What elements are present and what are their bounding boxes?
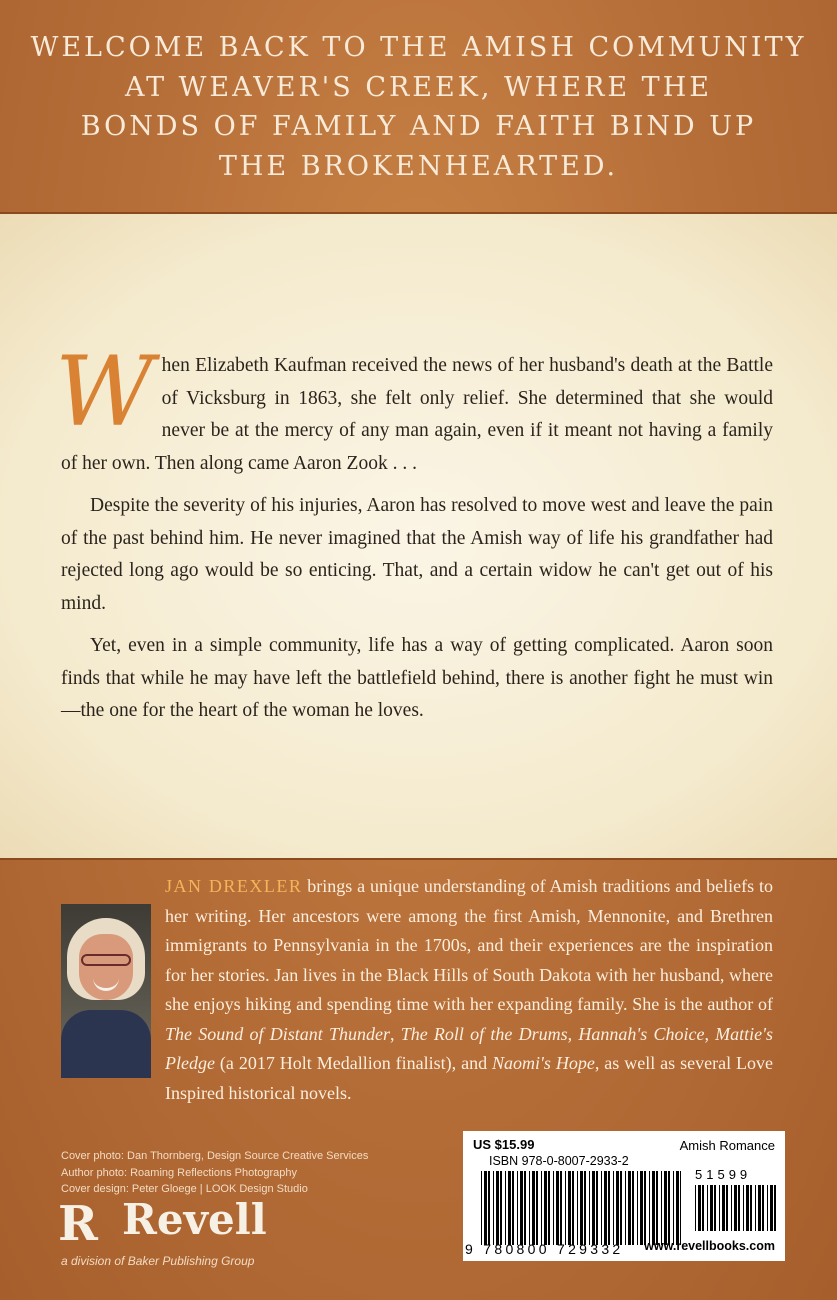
barcode-digits: 9 780800 729332 <box>465 1241 624 1257</box>
tagline-line: WELCOME BACK TO THE AMISH COMMUNITY <box>30 32 807 63</box>
cover-credits <box>61 1148 368 1198</box>
publisher-url: www.revellbooks.com <box>644 1239 775 1253</box>
author-name: JAN DREXLER <box>165 876 303 896</box>
paragraph-text: hen Elizabeth Kaufman received the news of her husband's death at the Battle of Vicksburg in 1863, she felt only relief. She determined that she would never be at the mercy of any man again, even if it meant not having a family of her own. Then along came Aaron Zook . . . <box>61 355 773 474</box>
book-title: Mattie's Pledge <box>165 1023 774 1073</box>
category: Amish Romance <box>679 1138 775 1153</box>
barcode-panel <box>463 1131 785 1261</box>
book-title: Naomi's Hope <box>492 1053 595 1073</box>
tagline <box>0 28 837 186</box>
author-bio: JAN DREXLER brings a unique understanding of Amish traditions and beliefs to her writing. Her ancestors were among the first Amish, Mennonite, and Brethren immigrants to Pennsylvania in the 1700s, and their experiences are the inspiration for her stories. Jan lives in the Black Hills of South Dakota with her husband, where she enjoys hiking and spending time with her expanding family. She is the author of The Sound of Distant Thunder, The Roll of the Drums, Hannah's Choice, Mattie's Pledge (a 2017 Holt Medallion finalist), and Naomi's Hope, as well as several Love Inspired historical novels. <box>61 872 773 1108</box>
author-photo <box>61 904 151 1078</box>
credit-line: Author photo: Roaming Reflections Photography <box>61 1166 298 1179</box>
credit-line: Cover design: Peter Gloege | LOOK Design Studio <box>61 1183 308 1195</box>
tagline-line: BONDS OF FAMILY AND FAITH BIND UP <box>80 111 757 142</box>
description-paragraph: Despite the severity of his injuries, Aaron has resolved to move west and leave the pain of the past behind him. He never imagined that the Amish way of life his grandfather had rejected long ago would be so enticing. That, and a certain widow he can't get out of his mind. <box>61 495 773 614</box>
book-title: Hannah's Choice <box>578 1023 705 1044</box>
barcode-icon <box>481 1171 681 1245</box>
book-title: The Sound of Distant Thunder <box>165 1023 390 1044</box>
isbn: ISBN 978-0-8007-2933-2 <box>489 1154 629 1168</box>
tagline-line: THE BROKENHEARTED. <box>218 150 619 182</box>
price: US $15.99 <box>473 1137 535 1152</box>
book-title: The Roll of the Drums <box>400 1023 568 1044</box>
addon-barcode-icon <box>695 1185 777 1231</box>
tagline-line: AT WEAVER'S CREEK, WHERE THE <box>125 71 712 103</box>
revell-logo-icon: R <box>58 1196 98 1252</box>
credit-line: Cover photo: Dan Thornberg, Design Source Creative Services <box>61 1150 369 1162</box>
description-paragraph <box>55 336 773 480</box>
drop-cap: W <box>55 336 154 448</box>
book-description <box>55 336 773 728</box>
publisher-division: a division of Baker Publishing Group <box>61 1254 255 1268</box>
addon-number: 51599 <box>695 1167 752 1182</box>
publisher-name: Revell <box>122 1195 267 1244</box>
description-paragraph: Yet, even in a simple community, life has a way of getting complicated. Aaron soon finds that while he may have left the battlefield behind, there is another fight he must win—the one for the heart of the woman he loves. <box>61 635 773 721</box>
